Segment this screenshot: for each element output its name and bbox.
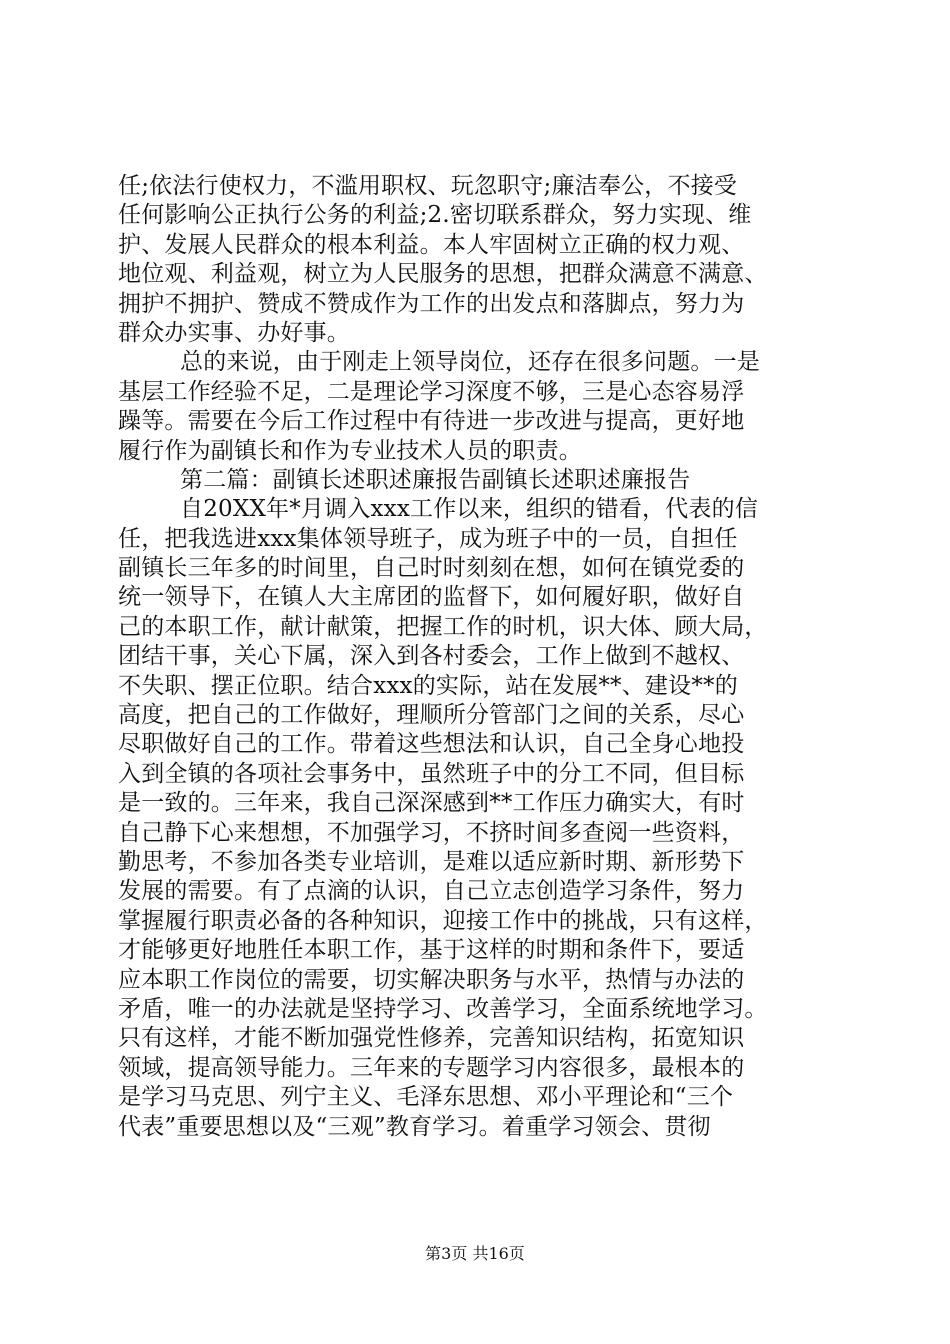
text-line: 高度，把自己的工作做好，理顺所分管部门之间的关系，尽心 [118, 702, 745, 729]
text-line: 副镇长三年多的时间里，自己时时刻刻在想，如何在镇党委的 [118, 555, 745, 582]
text-line: 统一领导下，在镇人大主席团的监督下，如何履好职，做好自 [118, 584, 745, 611]
text-line: 应本职工作岗位的需要，切实解决职务与水平，热情与办法的 [118, 966, 745, 993]
text-line: 自20XX年*月调入xxx工作以来，组织的错看，代表的信 [180, 496, 759, 523]
text-line: 任;依法行使权力，不滥用职权、玩忽职守;廉洁奉公，不接受 [118, 173, 738, 199]
section-heading: 第二篇：副镇长述职述廉报告副镇长述职述廉报告 [180, 466, 691, 493]
text-line: 掌握履行职责必备的各种知识，迎接工作中的挑战，只有这样， [118, 907, 768, 934]
text-line: 只有这样，才能不断加强党性修养，完善知识结构，拓宽知识 [118, 1025, 745, 1052]
text-line: 团结干事，关心下属，深入到各村委会，工作上做到不越权、 [118, 643, 745, 670]
text-line: 发展的需要。有了点滴的认识，自己立志创造学习条件，努力 [118, 878, 745, 905]
text-line: 拥护不拥护、赞成不赞成作为工作的出发点和落脚点，努力为 [118, 290, 745, 317]
text-line: 是学习马克思、列宁主义、毛泽东思想、邓小平理论和“三个 [118, 1084, 734, 1111]
text-line: 代表”重要思想以及“三观”教育学习。着重学习领会、贯彻 [118, 1113, 711, 1140]
text-line: 是一致的。三年来，我自己深深感到**工作压力确实大，有时 [118, 790, 745, 817]
text-line: 才能够更好地胜任本职工作，基于这样的时期和条件下，要适 [118, 937, 745, 964]
text-line: 矛盾，唯一的办法就是坚持学习、改善学习，全面系统地学习。 [118, 995, 768, 1022]
text-line: 不失职、摆正位职。结合xxx的实际，站在发展**、建设**的 [118, 672, 738, 699]
text-line: 任何影响公正执行公务的利益;2.密切联系群众，努力实现、维 [118, 202, 752, 229]
text-line: 总的来说，由于刚走上领导岗位，还存在很多问题。一是 [180, 349, 760, 376]
text-line: 地位观、利益观，树立为人民服务的思想，把群众满意不满意、 [118, 261, 768, 288]
text-line: 护、发展人民群众的根本利益。本人牢固树立正确的权力观、 [118, 231, 745, 258]
text-line: 自己静下心来想想，不加强学习，不挤时间多查阅一些资料， [118, 819, 745, 846]
text-line: 任，把我选进xxx集体领导班子，成为班子中的一员，自担任 [118, 525, 738, 552]
text-line: 勤思考，不参加各类专业培训，是难以适应新时期、新形势下 [118, 848, 745, 875]
text-line: 领域，提高领导能力。三年来的专题学习内容很多，最根本的 [118, 1054, 745, 1081]
text-line: 履行作为副镇长和作为专业技术人员的职责。 [118, 437, 582, 464]
text-line: 尽职做好自己的工作。带着这些想法和认识，自己全身心地投 [118, 731, 745, 758]
text-line: 己的本职工作，献计献策，把握工作的时机，识大体、顾大局， [118, 613, 768, 640]
text-line: 入到全镇的各项社会事务中，虽然班子中的分工不同，但目标 [118, 760, 745, 787]
text-line: 躁等。需要在今后工作过程中有待进一步改进与提高，更好地 [118, 408, 745, 435]
text-line: 基层工作经验不足，二是理论学习深度不够，三是心态容易浮 [118, 378, 745, 405]
page-number-footer: 第3页 共16页 [425, 1244, 525, 1263]
document-body [118, 172, 858, 1142]
text-line: 群众办实事、办好事。 [118, 319, 350, 346]
